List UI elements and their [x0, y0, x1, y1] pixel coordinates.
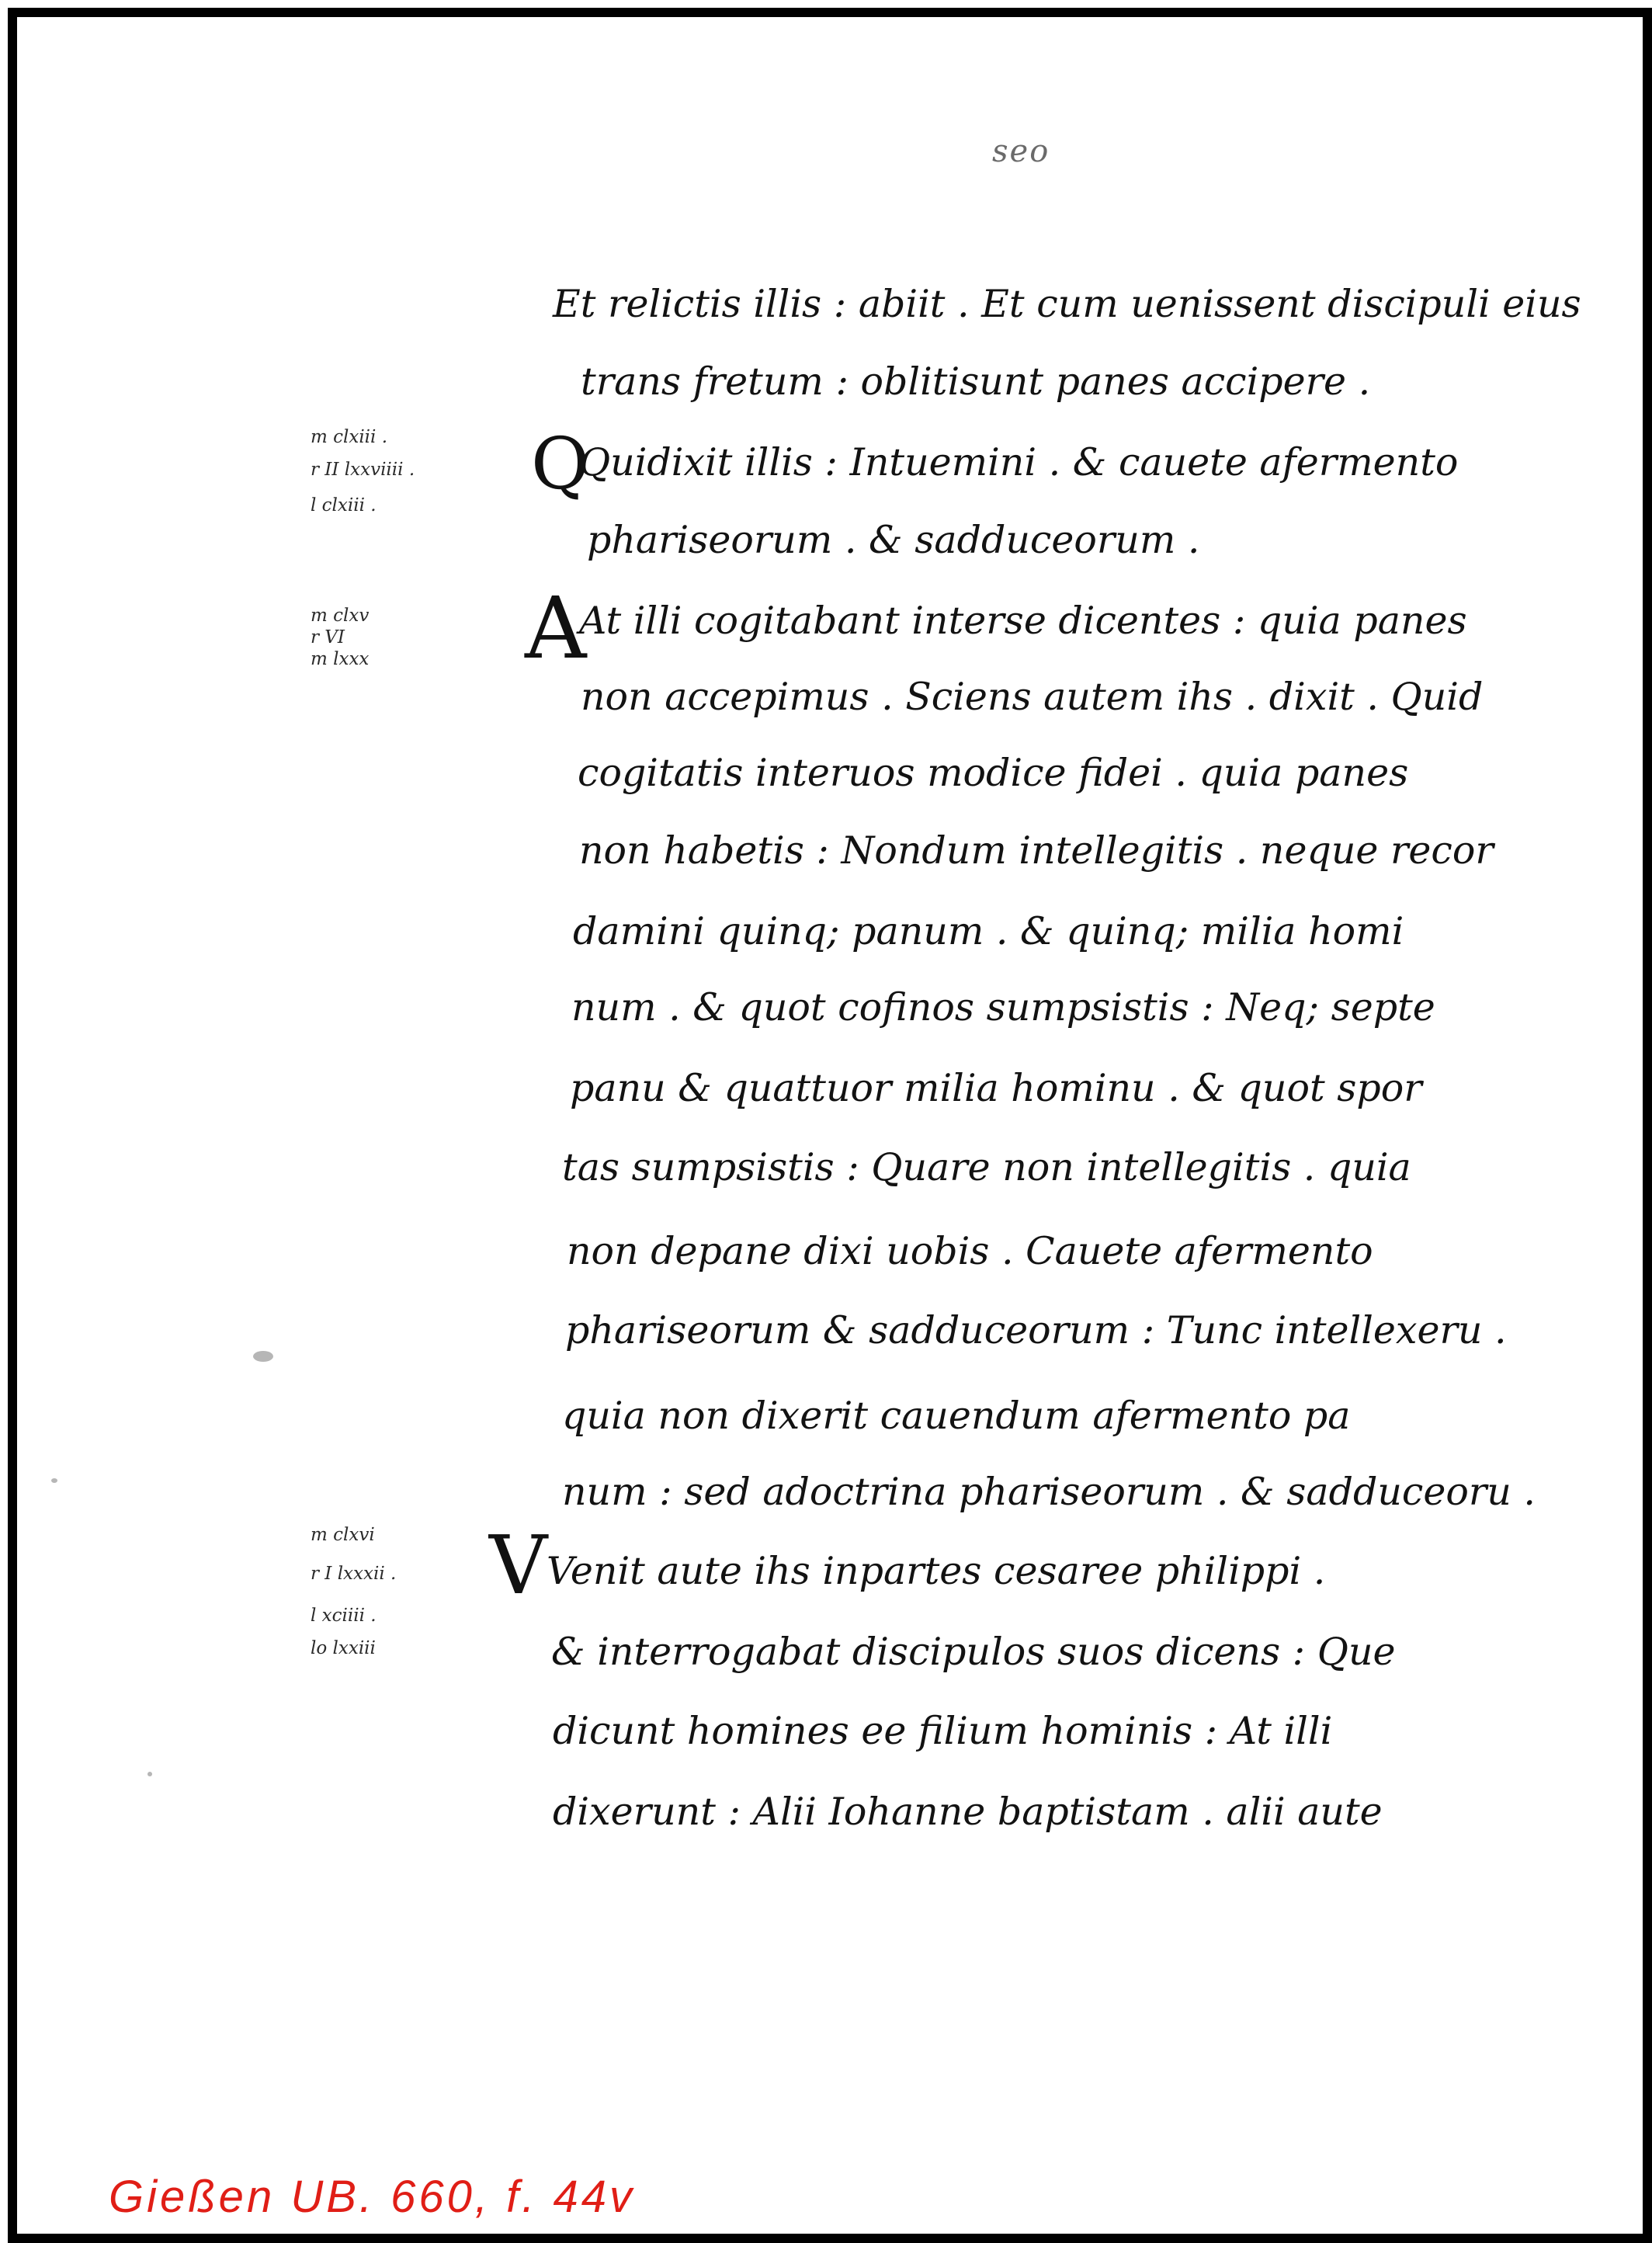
text-line-2: trans fretum : oblitisunt panes accipere . [581, 359, 1371, 404]
text-line-19: dicunt homines ee filium hominis : At illi [553, 1709, 1333, 1753]
margin-note: m clxiii . [311, 427, 388, 447]
text-line-18: & interrogabat discipulos suos dicens : Que [551, 1630, 1396, 1674]
initial-v: V [489, 1518, 548, 1613]
margin-note: l xciiii . [311, 1606, 377, 1626]
scan-smudge [253, 1351, 273, 1362]
text-line-1: Et relictis illis : abiit . Et cum uenissent discipuli eius [553, 282, 1581, 326]
page-frame [8, 8, 1652, 2243]
text-line-14: phariseorum & sadduceorum : Tunc intellexeru . [565, 1308, 1507, 1352]
margin-note: r I lxxxii . [311, 1564, 397, 1584]
text-line-7: cogitatis interuos modice fidei . quia panes [578, 751, 1409, 795]
margin-note: m clxv [311, 606, 370, 626]
text-line-6: non accepimus . Sciens autem ihs . dixit . Quid [581, 675, 1484, 719]
text-line-8: non habetis : Nondum intellegitis . neque recor [579, 828, 1494, 873]
initial-a: A [525, 578, 587, 678]
scan-smudge [148, 1772, 152, 1776]
text-line-4: phariseorum . & sadduceorum . [587, 518, 1200, 562]
text-line-9: damini quinq; panum . & quinq; milia homi [573, 909, 1404, 953]
text-line-20: dixerunt : Alii Iohanne baptistam . alii aute [553, 1790, 1383, 1834]
text-line-12: tas sumpsistis : Quare non intellegitis . quia [562, 1145, 1411, 1189]
scan-smudge [51, 1478, 57, 1483]
margin-note: m clxvi [311, 1525, 375, 1545]
initial-q: Q [531, 422, 590, 505]
text-line-11: panu & quattuor milia hominu . & quot spor [570, 1066, 1422, 1110]
margin-note: l clxiii . [311, 495, 377, 516]
margin-note: m lxxx [311, 649, 370, 669]
text-line-10: num . & quot cofinos sumpsistis : Neq; septe [571, 985, 1435, 1029]
margin-note: r II lxxviiii . [311, 460, 415, 480]
text-line-13: non depane dixi uobis . Cauete afermento [567, 1229, 1373, 1273]
text-line-17: Venit aute ihs inpartes cesaree philippi . [547, 1549, 1326, 1593]
margin-note: r VI [311, 627, 345, 648]
text-line-16: num : sed adoctrina phariseorum . & sadduceoru . [562, 1470, 1536, 1514]
shelfmark-annotation: Gießen UB. 660, f. 44v [109, 2172, 635, 2222]
text-line-15: quia non dixerit cauendum afermento pa [562, 1394, 1351, 1438]
text-line-3: Quidixit illis : Intuemini . & cauete afermento [579, 440, 1459, 484]
text-line-5: At illi cogitabant interse dicentes : quia panes [579, 599, 1467, 643]
margin-note: lo lxxiii [311, 1638, 376, 1658]
folio-mark: seo [992, 134, 1050, 169]
